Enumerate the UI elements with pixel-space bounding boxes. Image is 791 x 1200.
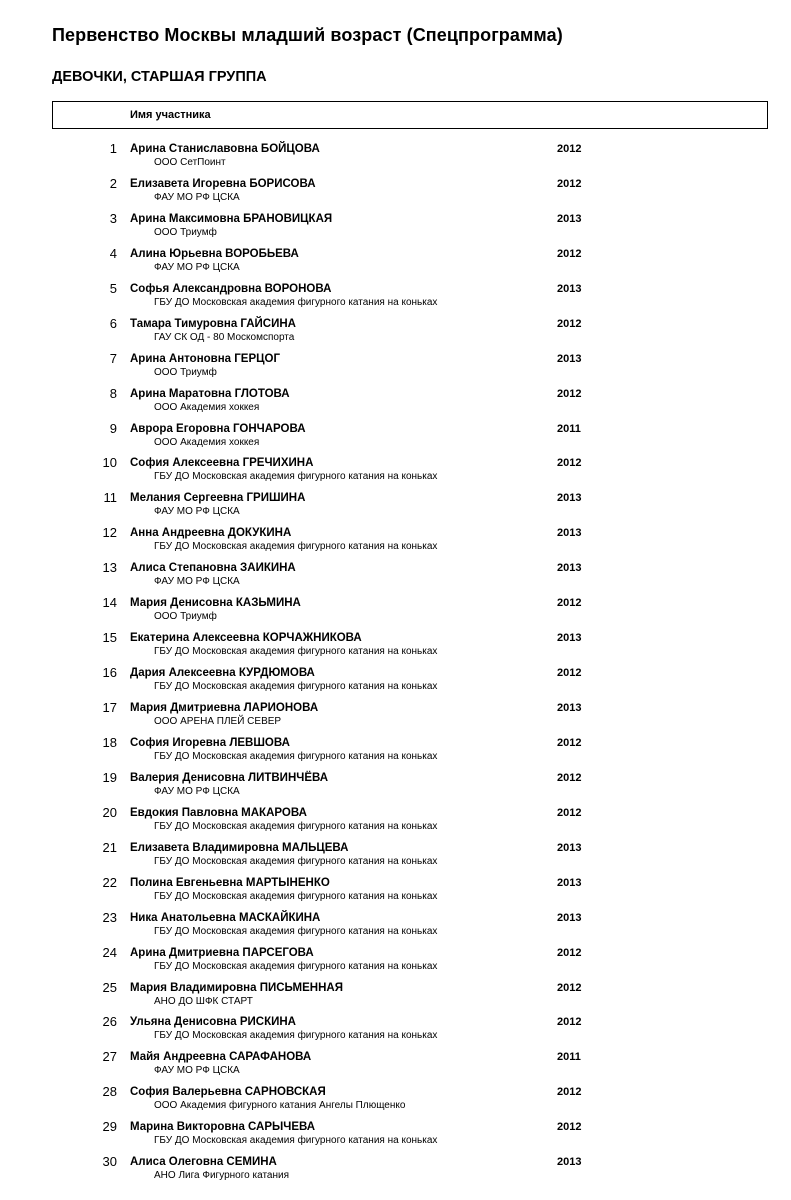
participant-name: Мария Дмитриевна ЛАРИОНОВА — [130, 702, 319, 714]
participant-birth-year: 2013 — [557, 527, 582, 540]
participant-name: Тамара Тимуровна ГАЙСИНА — [130, 317, 296, 330]
participant-row — [0, 1119, 791, 1154]
participant-row — [0, 281, 791, 316]
participant-row — [0, 980, 791, 1015]
participant-birth-year: 2013 — [557, 702, 582, 714]
participant-birth-year: 2012 — [557, 247, 582, 260]
participant-name: Дария Алексеевна КУРДЮМОВА — [130, 667, 315, 680]
participant-number: 20 — [102, 804, 117, 820]
participant-number: 18 — [102, 734, 117, 750]
participant-number: 14 — [102, 595, 117, 611]
participant-row — [0, 490, 791, 525]
participant-number: 26 — [102, 1014, 117, 1030]
participant-club: ФАУ МО РФ ЦСКА — [154, 1065, 240, 1077]
participant-birth-year: 2013 — [557, 841, 582, 854]
participant-birth-year: 2011 — [557, 1051, 581, 1064]
participant-birth-year: 2012 — [557, 177, 582, 190]
participant-club: ФАУ МО РФ ЦСКА — [154, 191, 240, 203]
participant-club: ФАУ МО РФ ЦСКА — [154, 785, 240, 797]
participant-row — [0, 455, 791, 490]
participant-club: ГБУ ДО Московская академия фигурного катания на коньках — [154, 925, 438, 937]
participant-list — [0, 141, 791, 1189]
participant-name: Ника Анатольевна МАСКАЙКИНА — [130, 911, 321, 924]
participant-birth-year: 2013 — [557, 911, 582, 924]
participant-number: 28 — [102, 1084, 117, 1100]
participant-birth-year: 2013 — [557, 282, 582, 295]
participant-birth-year: 2012 — [557, 317, 582, 330]
participant-birth-year: 2012 — [557, 143, 582, 155]
participant-row — [0, 246, 791, 281]
participant-birth-year: 2013 — [557, 492, 582, 505]
participant-number: 6 — [109, 315, 117, 331]
participant-number: 8 — [109, 385, 117, 401]
participant-club: ГБУ ДО Московская академия фигурного катания на коньках — [154, 471, 438, 483]
participant-row — [0, 1049, 791, 1084]
participant-birth-year: 2012 — [557, 981, 582, 994]
participant-row — [0, 386, 791, 421]
participant-name: Аврора Егоровна ГОНЧАРОВА — [130, 422, 306, 435]
participant-number: 9 — [109, 420, 117, 436]
participant-number: 10 — [102, 455, 117, 471]
participant-club: ГБУ ДО Московская академия фигурного катания на коньках — [154, 855, 438, 867]
participant-name: Арина Антоновна ГЕРЦОГ — [130, 352, 280, 365]
participant-row — [0, 525, 791, 560]
participant-number: 30 — [102, 1154, 117, 1170]
participant-name: Майя Андреевна САРАФАНОВА — [130, 1051, 312, 1064]
participant-row — [0, 141, 791, 176]
participant-name: Мария Владимировна ПИСЬМЕННАЯ — [130, 981, 343, 994]
participant-row — [0, 1154, 791, 1189]
participant-number: 29 — [102, 1119, 117, 1135]
participant-birth-year: 2012 — [557, 1016, 582, 1029]
participant-club: ГБУ ДО Московская академия фигурного катания на коньках — [154, 960, 438, 972]
participant-name: Ульяна Денисовна РИСКИНА — [130, 1016, 296, 1029]
participant-club: ООО Триумф — [154, 611, 217, 623]
participant-club: ГБУ ДО Московская академия фигурного катания на коньках — [154, 296, 438, 308]
participant-name: Анна Андреевна ДОКУКИНА — [130, 527, 292, 540]
participant-number: 24 — [102, 944, 117, 960]
participant-club: ФАУ МО РФ ЦСКА — [154, 261, 240, 273]
participant-club: ООО СетПоинт — [154, 157, 226, 168]
participant-club: ГБУ ДО Московская академия фигурного катания на коньках — [154, 1030, 438, 1042]
participant-row — [0, 840, 791, 875]
participant-birth-year: 2012 — [557, 736, 582, 749]
participant-club: ГБУ ДО Московская академия фигурного катания на коньках — [154, 890, 438, 902]
participant-birth-year: 2012 — [557, 946, 582, 959]
participant-club: ООО Триумф — [154, 366, 217, 378]
participant-birth-year: 2012 — [557, 771, 582, 784]
participant-name: София Игоревна ЛЕВШОВА — [130, 736, 290, 749]
participant-number: 5 — [109, 280, 117, 296]
participant-name: Арина Максимовна БРАНОВИЦКАЯ — [130, 212, 333, 225]
participant-birth-year: 2013 — [557, 562, 582, 575]
participant-number: 23 — [102, 909, 117, 925]
participant-birth-year: 2013 — [557, 876, 582, 889]
participant-name: Евдокия Павловна МАКАРОВА — [130, 806, 307, 819]
participant-number: 25 — [102, 979, 117, 995]
participant-number: 15 — [102, 630, 117, 646]
participant-number: 7 — [109, 350, 117, 366]
participant-number: 21 — [102, 839, 117, 855]
participant-number: 27 — [102, 1049, 117, 1065]
participant-name: Марина Викторовна САРЫЧЕВА — [130, 1121, 316, 1134]
participant-name: Арина Дмитриевна ПАРСЕГОВА — [130, 946, 314, 959]
participant-row — [0, 351, 791, 386]
participant-name: Мелания Сергеевна ГРИШИНА — [130, 492, 306, 505]
participant-number: 19 — [102, 769, 117, 785]
participant-name: Екатерина Алексеевна КОРЧАЖНИКОВА — [130, 632, 362, 645]
participant-club: ГБУ ДО Московская академия фигурного катания на коньках — [154, 820, 438, 832]
participant-name: Алиса Степановна ЗАИКИНА — [130, 562, 296, 575]
participant-club: ГБУ ДО Московская академия фигурного катания на коньках — [154, 541, 438, 553]
participant-club: ГБУ ДО Московская академия фигурного катания на коньках — [154, 750, 438, 762]
participant-birth-year: 2011 — [557, 422, 581, 435]
participant-birth-year: 2012 — [557, 1121, 582, 1134]
participant-club: ООО АРЕНА ПЛЕЙ СЕВЕР — [154, 716, 282, 727]
participant-number: 22 — [102, 874, 117, 890]
participant-row — [0, 945, 791, 980]
participant-birth-year: 2013 — [557, 212, 582, 225]
participant-name: Алина Юрьевна ВОРОБЬЕВА — [130, 247, 299, 260]
participant-name: Алиса Олеговна СЕМИНА — [130, 1156, 277, 1169]
participant-number: 17 — [102, 700, 117, 715]
participant-birth-year: 2012 — [557, 667, 582, 680]
participant-birth-year: 2013 — [557, 1156, 582, 1169]
participant-club: ФАУ МО РФ ЦСКА — [154, 506, 240, 518]
participant-row — [0, 1014, 791, 1049]
participant-row — [0, 316, 791, 351]
participant-birth-year: 2012 — [557, 806, 582, 819]
participant-number: 13 — [102, 560, 117, 576]
group-title: ДЕВОЧКИ, СТАРШАЯ ГРУППА — [52, 69, 267, 85]
participant-birth-year: 2012 — [557, 1086, 582, 1099]
page-title: Первенство Москвы младший возраст (Спецпрограмма) — [52, 25, 563, 45]
participant-club: ООО Триумф — [154, 226, 217, 238]
participant-name: София Алексеевна ГРЕЧИХИНА — [130, 457, 314, 470]
participant-name: Елизавета Владимировна МАЛЬЦЕВА — [130, 841, 349, 854]
participant-birth-year: 2013 — [557, 352, 582, 365]
participant-club: ООО Академия хоккея — [154, 401, 260, 413]
participant-name: Арина Маратовна ГЛОТОВА — [130, 387, 290, 400]
participant-number: 4 — [109, 245, 117, 261]
participant-birth-year: 2013 — [557, 632, 582, 645]
participant-row — [0, 700, 791, 735]
participant-row — [0, 630, 791, 665]
participant-row — [0, 770, 791, 805]
participant-birth-year: 2012 — [557, 597, 582, 610]
participant-row — [0, 176, 791, 211]
participant-number: 11 — [103, 490, 117, 506]
participant-number: 2 — [109, 175, 117, 191]
participant-name: Валерия Денисовна ЛИТВИНЧЁВА — [130, 771, 329, 784]
participant-row — [0, 560, 791, 595]
participant-club: АНО ДО ШФК СТАРТ — [154, 995, 253, 1007]
participant-club: АНО Лига Фигурного катания — [154, 1170, 289, 1182]
participant-birth-year: 2012 — [557, 387, 582, 400]
participant-club: ГБУ ДО Московская академия фигурного катания на коньках — [154, 1135, 438, 1147]
participant-name: Арина Станиславовна БОЙЦОВА — [130, 143, 320, 155]
participant-row — [0, 1084, 791, 1119]
participant-name: София Валерьевна САРНОВСКАЯ — [130, 1086, 326, 1099]
participant-number: 1 — [109, 141, 117, 156]
name-column-header: Имя участника — [130, 109, 211, 121]
participant-name: Софья Александровна ВОРОНОВА — [130, 282, 332, 295]
participant-row — [0, 665, 791, 700]
participant-number: 3 — [109, 210, 117, 226]
participant-club: ГАУ СК ОД - 80 Москомспорта — [154, 331, 295, 343]
participant-number: 12 — [102, 525, 117, 541]
participant-row — [0, 805, 791, 840]
participant-number: 16 — [102, 665, 117, 681]
participant-name: Елизавета Игоревна БОРИСОВА — [130, 177, 316, 190]
participant-row — [0, 875, 791, 910]
participant-row — [0, 595, 791, 630]
participant-birth-year: 2012 — [557, 457, 582, 470]
participant-row — [0, 211, 791, 246]
participant-club: ООО Академия хоккея — [154, 436, 260, 448]
participant-club: ООО Академия фигурного катания Ангелы Плющенко — [154, 1100, 406, 1112]
participant-name: Мария Денисовна КАЗЬМИНА — [130, 597, 301, 610]
participant-row — [0, 421, 791, 456]
participant-row — [0, 910, 791, 945]
participant-club: ГБУ ДО Московская академия фигурного катания на коньках — [154, 646, 438, 658]
participant-row — [0, 735, 791, 770]
participant-club: ГБУ ДО Московская академия фигурного катания на коньках — [154, 681, 438, 693]
table-header — [52, 101, 768, 129]
participant-club: ФАУ МО РФ ЦСКА — [154, 576, 240, 588]
participant-name: Полина Евгеньевна МАРТЫНЕНКО — [130, 876, 330, 889]
